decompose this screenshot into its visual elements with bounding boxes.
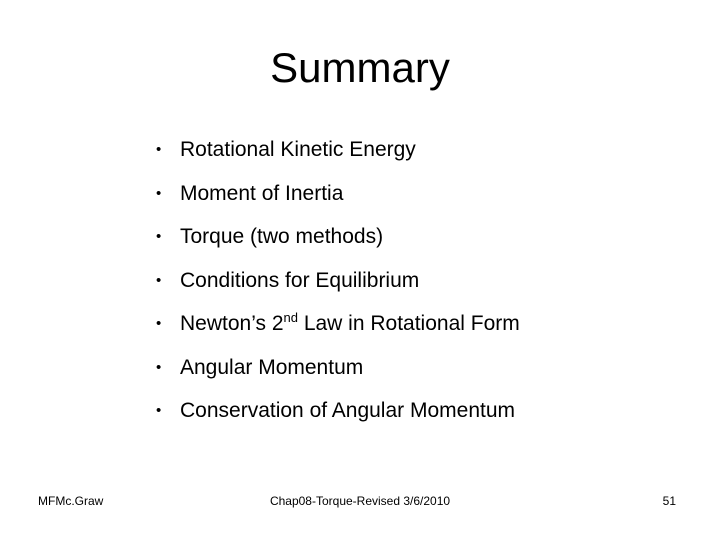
bullet-item-moment-of-inertia — [156, 177, 520, 221]
bullet-list — [156, 133, 520, 438]
bullet-text: Rotational Kinetic Energy — [180, 138, 416, 161]
bullet-item-conditions-for-equilibrium — [156, 264, 520, 308]
bullet-icon: • — [156, 358, 162, 376]
bullet-item-torque — [156, 220, 520, 264]
bullet-text-after: Law in Rotational Form — [297, 312, 520, 335]
footer-page-number: 51 — [662, 494, 676, 508]
bullet-icon: • — [156, 402, 162, 419]
slide-title-text: Summary — [270, 44, 450, 91]
bullet-text: Conservation of Angular Momentum — [180, 399, 516, 422]
slide-title — [0, 42, 720, 94]
bullet-icon: • — [156, 228, 162, 245]
bullet-icon: • — [156, 184, 162, 202]
bullet-item-conservation-of-angular-momentum — [156, 394, 520, 438]
bullet-item-angular-momentum — [156, 351, 520, 395]
bullet-icon: • — [156, 315, 162, 332]
bullet-text — [180, 307, 520, 341]
footer-filename: Chap08-Torque-Revised 3/6/2010 — [269, 494, 451, 508]
bullet-text: Moment of Inertia — [180, 181, 344, 205]
bullet-text: Conditions for Equilibrium — [180, 268, 420, 292]
bullet-icon: • — [156, 271, 162, 289]
bullet-text: Angular Momentum — [180, 355, 364, 379]
bullet-text-before: Newton’s 2 — [180, 312, 284, 335]
bullet-item-rotational-kinetic-energy — [156, 133, 520, 177]
bullet-text: Torque (two methods) — [180, 225, 384, 248]
footer-author: MFMc.Graw — [38, 494, 104, 508]
ordinal-superscript: nd — [283, 310, 298, 325]
bullet-icon: • — [156, 141, 162, 158]
bullet-item-newtons-second-law — [156, 307, 520, 351]
